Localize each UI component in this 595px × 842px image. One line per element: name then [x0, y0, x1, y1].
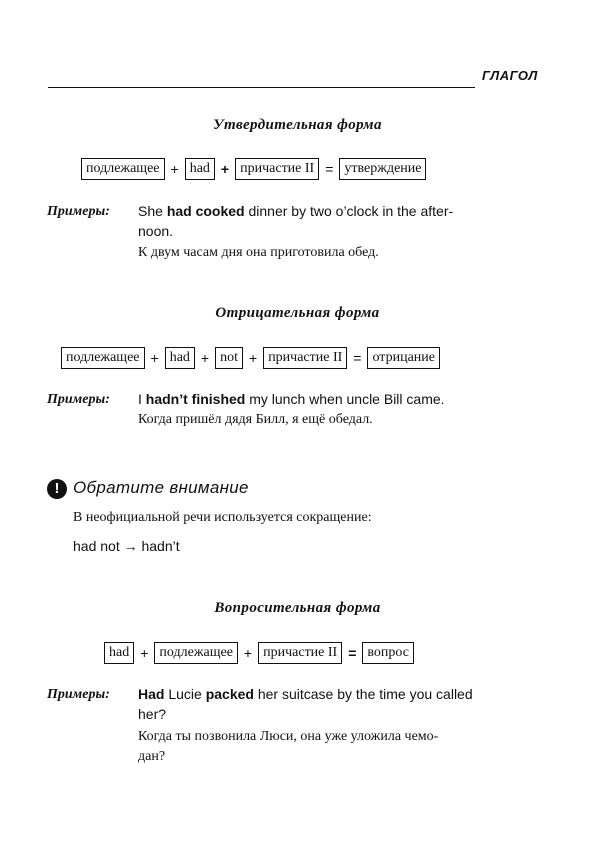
formula-box-subject: подлежащее: [154, 642, 238, 664]
examples-label: Примеры:: [47, 392, 110, 407]
interrogative-title: Вопросительная форма: [214, 600, 381, 616]
example-english: She had cooked dinner by two o’clock in the after- noon.: [138, 203, 454, 239]
example-english: I hadn’t finished my lunch when uncle Bill came.: [138, 391, 445, 407]
formula-box-result: вопрос: [362, 642, 414, 664]
header-rule: [48, 87, 475, 88]
formula-box-participle: причастие II: [263, 347, 347, 369]
example-russian: К двум часам дня она приготовила обед.: [138, 245, 379, 260]
negative-title: Отрицательная форма: [215, 305, 380, 321]
formula-plus: +: [249, 350, 258, 366]
affirmative-title: Утвердительная форма: [213, 117, 382, 133]
formula-plus: +: [220, 161, 230, 177]
exclamation-icon: !: [47, 479, 67, 499]
note-example: had not → hadn’t: [73, 538, 180, 554]
examples-label: Примеры:: [47, 204, 110, 219]
formula-plus: +: [140, 645, 149, 661]
negative-formula: [61, 347, 440, 369]
formula-equals: =: [325, 161, 334, 177]
formula-box-participle: причастие II: [235, 158, 319, 180]
interrogative-formula: [104, 642, 414, 664]
note-title: Обратите внимание: [73, 478, 249, 497]
example-russian: Когда пришёл дядя Билл, я ещё обедал.: [138, 412, 373, 427]
running-header: ГЛАГОЛ: [482, 68, 538, 83]
formula-box-had: had: [104, 642, 134, 664]
affirmative-formula: [81, 158, 426, 180]
formula-plus: +: [200, 350, 210, 366]
formula-plus: +: [150, 350, 159, 366]
note-text: В неофициальной речи используется сокращение:: [73, 510, 372, 525]
formula-box-had: had: [185, 158, 215, 180]
example-english: Had Lucie packed her suitcase by the time you called her?: [138, 686, 473, 722]
formula-box-had: had: [165, 347, 195, 369]
formula-box-subject: подлежащее: [61, 347, 145, 369]
formula-box-result: утверждение: [339, 158, 426, 180]
formula-plus: +: [243, 645, 253, 661]
formula-plus: +: [170, 161, 179, 177]
formula-box-participle: причастие II: [258, 642, 342, 664]
formula-box-not: not: [215, 347, 243, 369]
formula-equals: =: [353, 350, 362, 366]
examples-label: Примеры:: [47, 687, 110, 702]
formula-box-subject: подлежащее: [81, 158, 165, 180]
formula-box-result: отрицание: [367, 347, 440, 369]
formula-equals: =: [348, 645, 357, 661]
example-russian: Когда ты позвонила Люси, она уже уложила чемо- дан?: [138, 729, 439, 764]
